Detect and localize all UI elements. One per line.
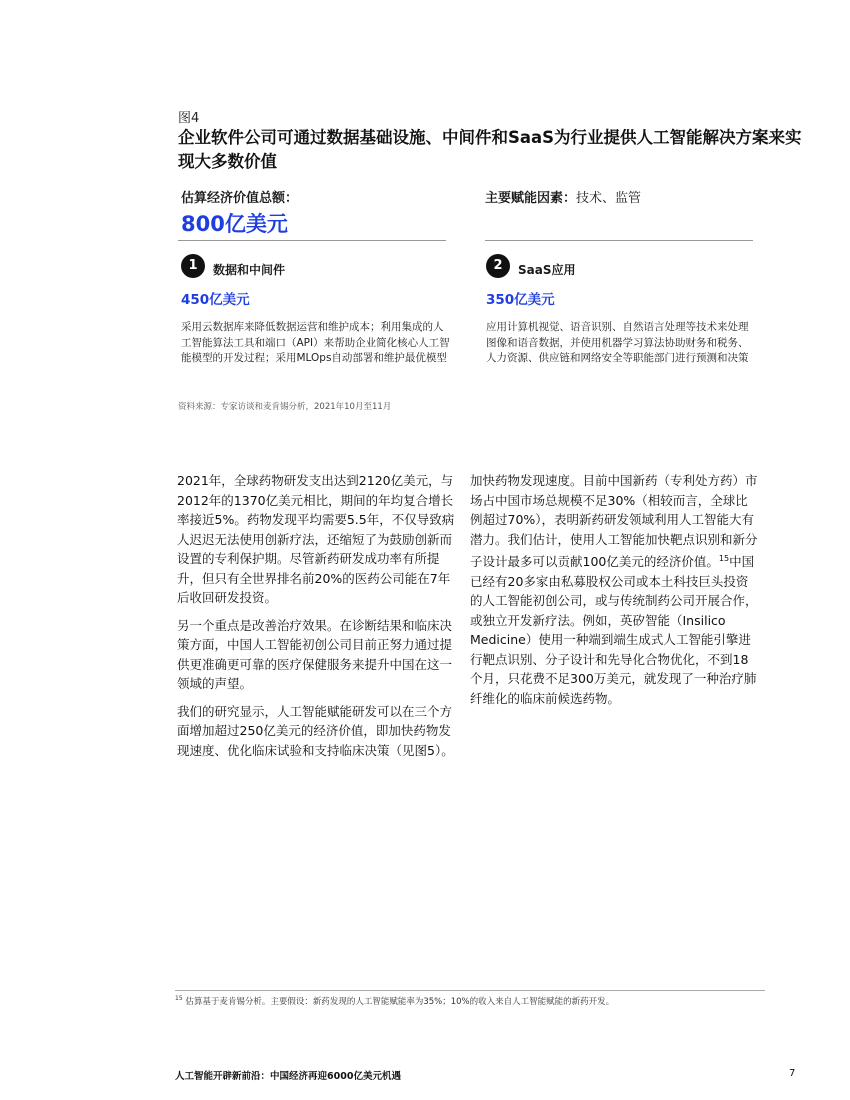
section-number-badge: 1 [181, 254, 205, 278]
footnote-number: 15 [175, 995, 183, 1003]
figure-label: 图4 [178, 111, 200, 126]
drivers-value: 技术、监管 [576, 191, 642, 206]
divider-left [178, 240, 446, 241]
paragraph: 2021年，全球药物研发支出达到2120亿美元，与2012年的1370亿美元相比，期间的年均复合增长率接近5%。药物发现平均需要5.5年，不仅导致病人迟迟无法使用创新疗法，还缩短了为鼓励创新而设置的专利保护期。尽管新药研发成功率有所提升，但只有全世界排名前20%的医药公司能在7年后收回研发投资。 [177, 473, 455, 605]
divider-right [485, 240, 753, 241]
source-note: 资料来源：专家访谈和麦肯锡分析，2021年10月至11月 [178, 402, 392, 412]
figure-title: 企业软件公司可通过数据基础设施、中间件和SaaS为行业提供人工智能解决方案来实现大多数价值 [178, 128, 802, 171]
footnote-ref: 15 [718, 554, 730, 563]
section-title: 数据和中间件 [213, 263, 286, 277]
estimate-value: 800亿美元 [181, 212, 288, 236]
section-title: SaaS应用 [518, 263, 576, 277]
paragraph: 另一个重点是改善治疗效果。在诊断结果和临床决策方面，中国人工智能初创公司目前正努力通过提供更准确更可靠的医疗保健服务来提升中国在这一领域的声望。 [177, 617, 453, 691]
paragraph [470, 471, 760, 708]
footnote-text: 估算基于麦肯锡分析。主要假设：新药发现的人工智能赋能率为35%；10%的收入来自人工智能赋能的新药开发。 [185, 997, 615, 1007]
footnote [175, 995, 614, 1007]
body-right-column [470, 471, 760, 716]
section-value: 450亿美元 [181, 292, 250, 308]
drivers [485, 187, 641, 206]
paragraph-text: 加快药物发现速度。目前中国新药（专利处方药）市场占中国市场总规模不足30%（相较而言，全球比例超过70%），表明新药研发领域利用人工智能大有潜力。我们估计，使用人工智能加快靶点识别和新分子设计最多可以贡献100亿美元的经济价值。 [470, 473, 758, 570]
section-value: 350亿美元 [486, 292, 555, 308]
paragraph: 我们的研究显示，人工智能赋能研发可以在三个方面增加超过250亿美元的经济价值，即加快药物发现速度、优化临床试验和支持临床决策（见图5）。 [177, 703, 454, 758]
estimate-label: 估算经济价值总额： [181, 191, 299, 206]
section-description: 采用云数据库来降低数据运营和维护成本；利用集成的人工智能算法工具和端口（API）来帮助企业简化核心人工智能模型的开发过程；采用MLOps自动部署和维护最优模型 [181, 321, 450, 364]
paragraph-text: 中国已经有20多家由私募股权公司或本土科技巨头投资的人工智能初创公司，或与传统制药公司开展合作，或独立开发新疗法。例如，英矽智能（Insilico Medicine）使用一种端到端生成式人工智能引擎进行靶点识别、分子设计和先导化合物优化，不到18个月，只花费不足300万美元，就发现了一种治疗肺纤维化的临床前候选药物。 [470, 554, 758, 706]
page-number: 7 [789, 1068, 796, 1079]
section-description: 应用计算机视觉、语音识别、自然语言处理等技术来处理图像和语音数据，并使用机器学习算法协助财务和税务、人力资源、供应链和网络安全等职能部门进行预测和决策 [486, 321, 749, 364]
section-number-badge: 2 [486, 254, 510, 278]
footnote-divider [175, 990, 765, 991]
drivers-label: 主要赋能因素： [485, 191, 577, 206]
footer-title: 人工智能开辟新前沿：中国经济再迎6000亿美元机遇 [175, 1071, 401, 1082]
body-left-column [177, 471, 462, 768]
